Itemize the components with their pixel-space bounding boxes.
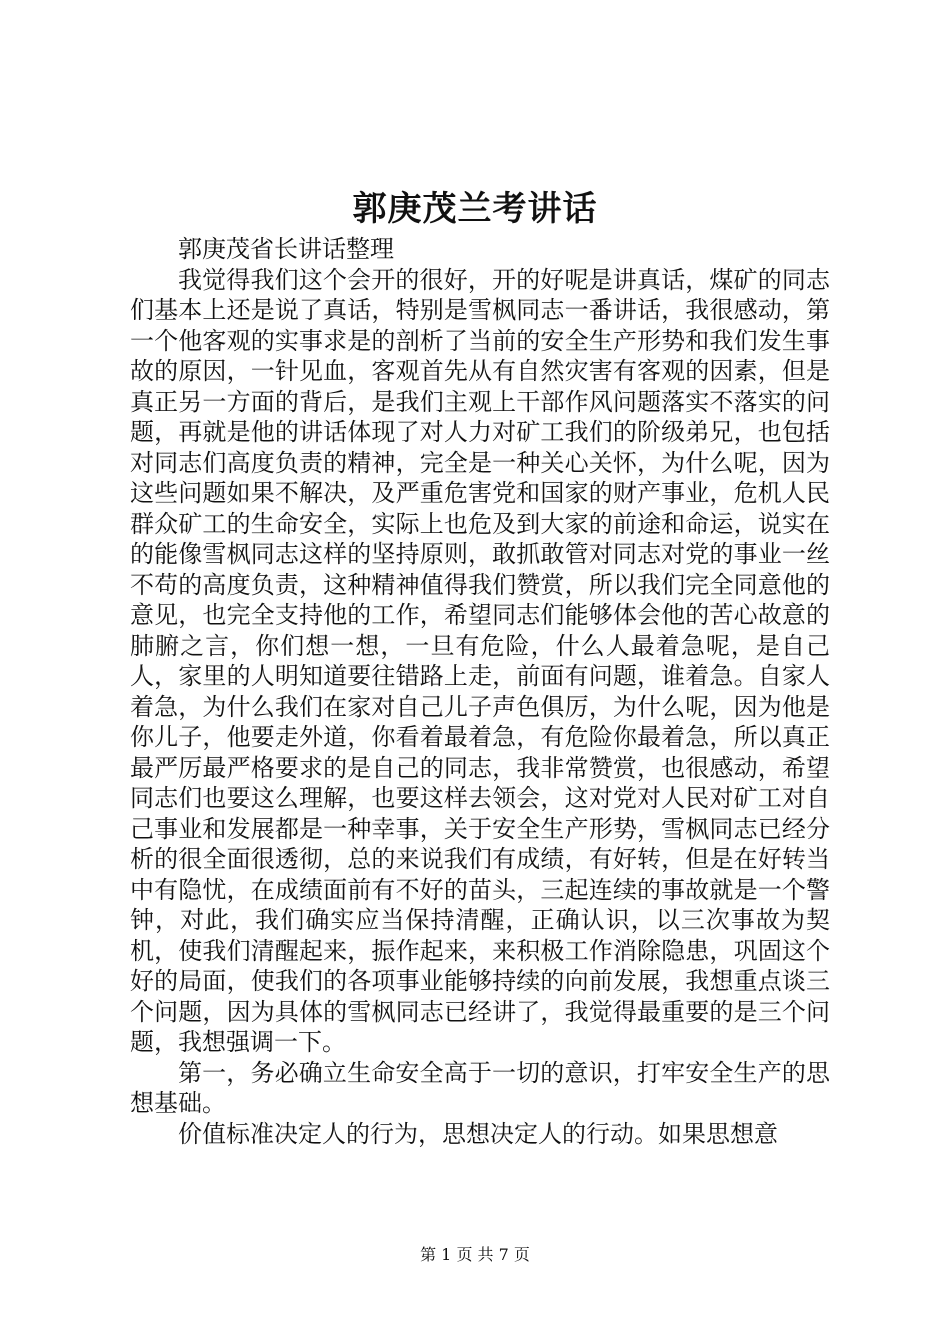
paragraph-first-point: 第一，务必确立生命安全高于一切的意识，打牢安全生产的思想基础。: [130, 1058, 830, 1117]
document-body: [130, 234, 830, 1149]
paragraph-subtitle: 郭庚茂省长讲话整理: [178, 235, 394, 263]
document-title: 郭庚茂兰考讲话: [352, 189, 598, 229]
paragraph-main: 我觉得我们这个会开的很好，开的好呢是讲真话，煤矿的同志们基本上还是说了真话，特别是雪枫同志一番讲话，我很感动，第一个他客观的实事求是的剖析了当前的安全生产形势和我们发生事故的原因，一针见血，客观首先从有自然灾害有客观的因素，但是真正另一方面的背后，是我们主观上干部作风问题落实不落实的问题，再就是他的讲话体现了对人力对矿工我们的阶级弟兄，也包括对同志们高度负责的精神，完全是一种关心关怀，为什么呢，因为这些问题如果不解决，及严重危害党和国家的财产事业，危机人民群众矿工的生命安全，实际上也危及到大家的前途和命运，说实在的能像雪枫同志这样的坚持原则，敢抓敢管对同志对党的事业一丝不苟的高度负责，这种精神值得我们赞赏，所以我们完全同意他的意见，也完全支持他的工作，希望同志们能够体会他的苦心故意的肺腑之言，你们想一想，一旦有危险，什么人最着急呢，是自己人，家里的人明知道要往错路上走，前面有问题，谁着急。自家人着急，为什么我们在家对自己儿子声色俱厉，为什么呢，因为他是你儿子，他要走外道，你看着最着急，有危险你最着急，所以真正最严厉最严格要求的是自己的同志，我非常赞赏，也很感动，希望同志们也要这么理解，也要这样去领会，这对党对人民对矿工对自己事业和发展都是一种幸事，关于安全生产形势，雪枫同志已经分析的很全面很透彻，总的来说我们有成绩，有好转，但是在好转当中有隐忧，在成绩面前有不好的苗头，三起连续的事故就是一个警钟，对此，我们确实应当保持清醒，正确认识，以三次事故为契机，使我们清醒起来，振作起来，来积极工作消除隐患，巩固这个好的局面，使我们的各项事业能够持续的向前发展，我想重点谈三个问题，因为具体的雪枫同志已经讲了，我觉得最重要的是三个问题，我想强调一下。: [130, 265, 830, 1056]
page-footer: 第 1 页 共 7 页: [420, 1245, 530, 1264]
paragraph-continued: 价值标准决定人的行为，思想决定人的行动。如果思想意: [178, 1119, 778, 1148]
